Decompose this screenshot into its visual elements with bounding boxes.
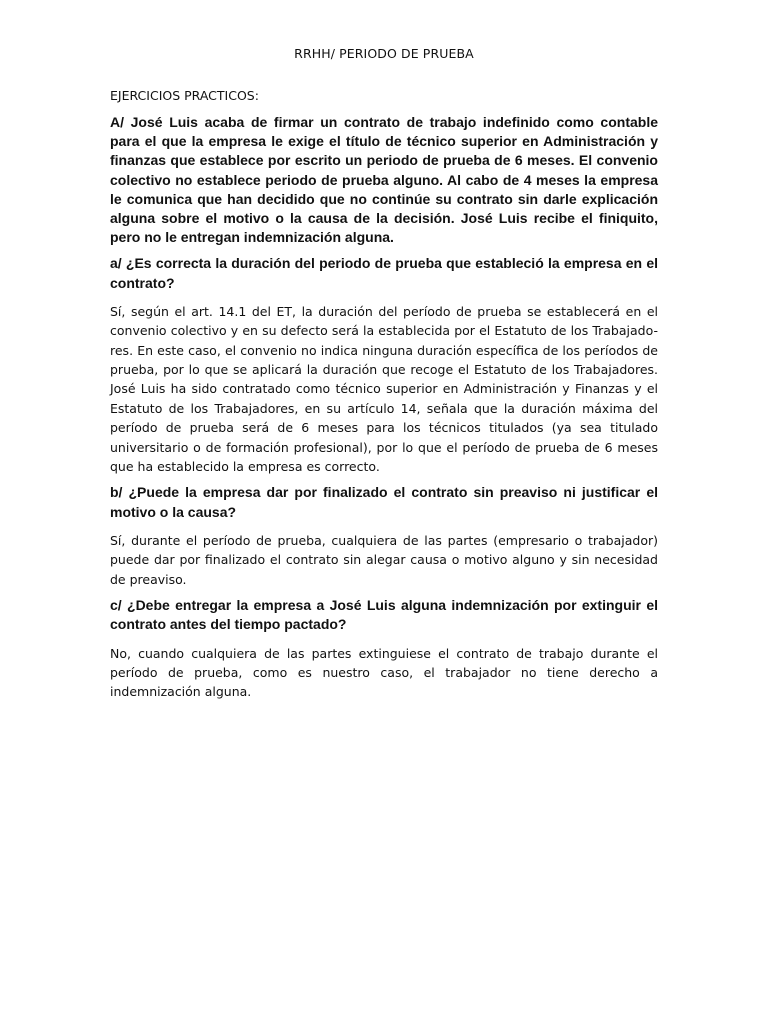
question-c: c/ ¿Debe entregar la empresa a José Luis alguna indemnización por extinguir el contrato antes del tiempo pactado? xyxy=(110,597,658,633)
answer-a: Sí, según el art. 14.1 del ET, la duración del período de prueba se establecerá en el convenio colectivo y en su defecto será la establecida por el Estatuto de los Trabajado-res. En este caso, el convenio no indica ninguna duración específica de los períodos de prueba, por lo que se aplicará la duración que recoge el Estatuto de los Trabajadores. José Luis ha sido contratado como técnico superior en Administración y Finanzas y el Estatuto de los Trabajadores, en su artículo 14, señala que la duración máxima del período de prueba será de 6 meses para los técnicos titulados (ya sea titulado universitario o de formación profesional), por lo que el período de prueba de 6 meses que ha establecido la empresa es correcto. xyxy=(110,303,658,475)
exercise-statement: A/ José Luis acaba de firmar un contrato de trabajo indefinido como contable para el que la empresa le exige el título de técnico superior en Administración y finanzas que establece por escrito un periodo de prueba de 6 meses. El convenio colectivo no establece periodo de prueba alguno. Al cabo de 4 meses la empresa le comunica que han decidido que no continúe su contrato sin darle explicación alguna sobre el motivo o la causa de la decisión. José Luis recibe el finiquito, pero no le entregan indemnización alguna. xyxy=(110,114,658,246)
question-a: a/ ¿Es correcta la duración del periodo de prueba que estableció la empresa en el contrato? xyxy=(110,255,658,291)
question-b: b/ ¿Puede la empresa dar por finalizado el contrato sin preaviso ni justificar el motivo o la causa? xyxy=(110,484,658,520)
section-title: EJERCICIOS PRACTICOS: xyxy=(110,88,259,103)
answer-c: No, cuando cualquiera de las partes extinguiese el contrato de trabajo durante el período de prueba, como es nuestro caso, el trabajador no tiene derecho a indemnización alguna. xyxy=(110,645,658,700)
page-header: RRHH/ PERIODO DE PRUEBA xyxy=(294,46,474,61)
answer-b: Sí, durante el período de prueba, cualquiera de las partes (empresario o trabajador) puede dar por finalizado el contrato sin alegar causa o motivo alguno y sin necesidad de preaviso. xyxy=(110,532,658,587)
